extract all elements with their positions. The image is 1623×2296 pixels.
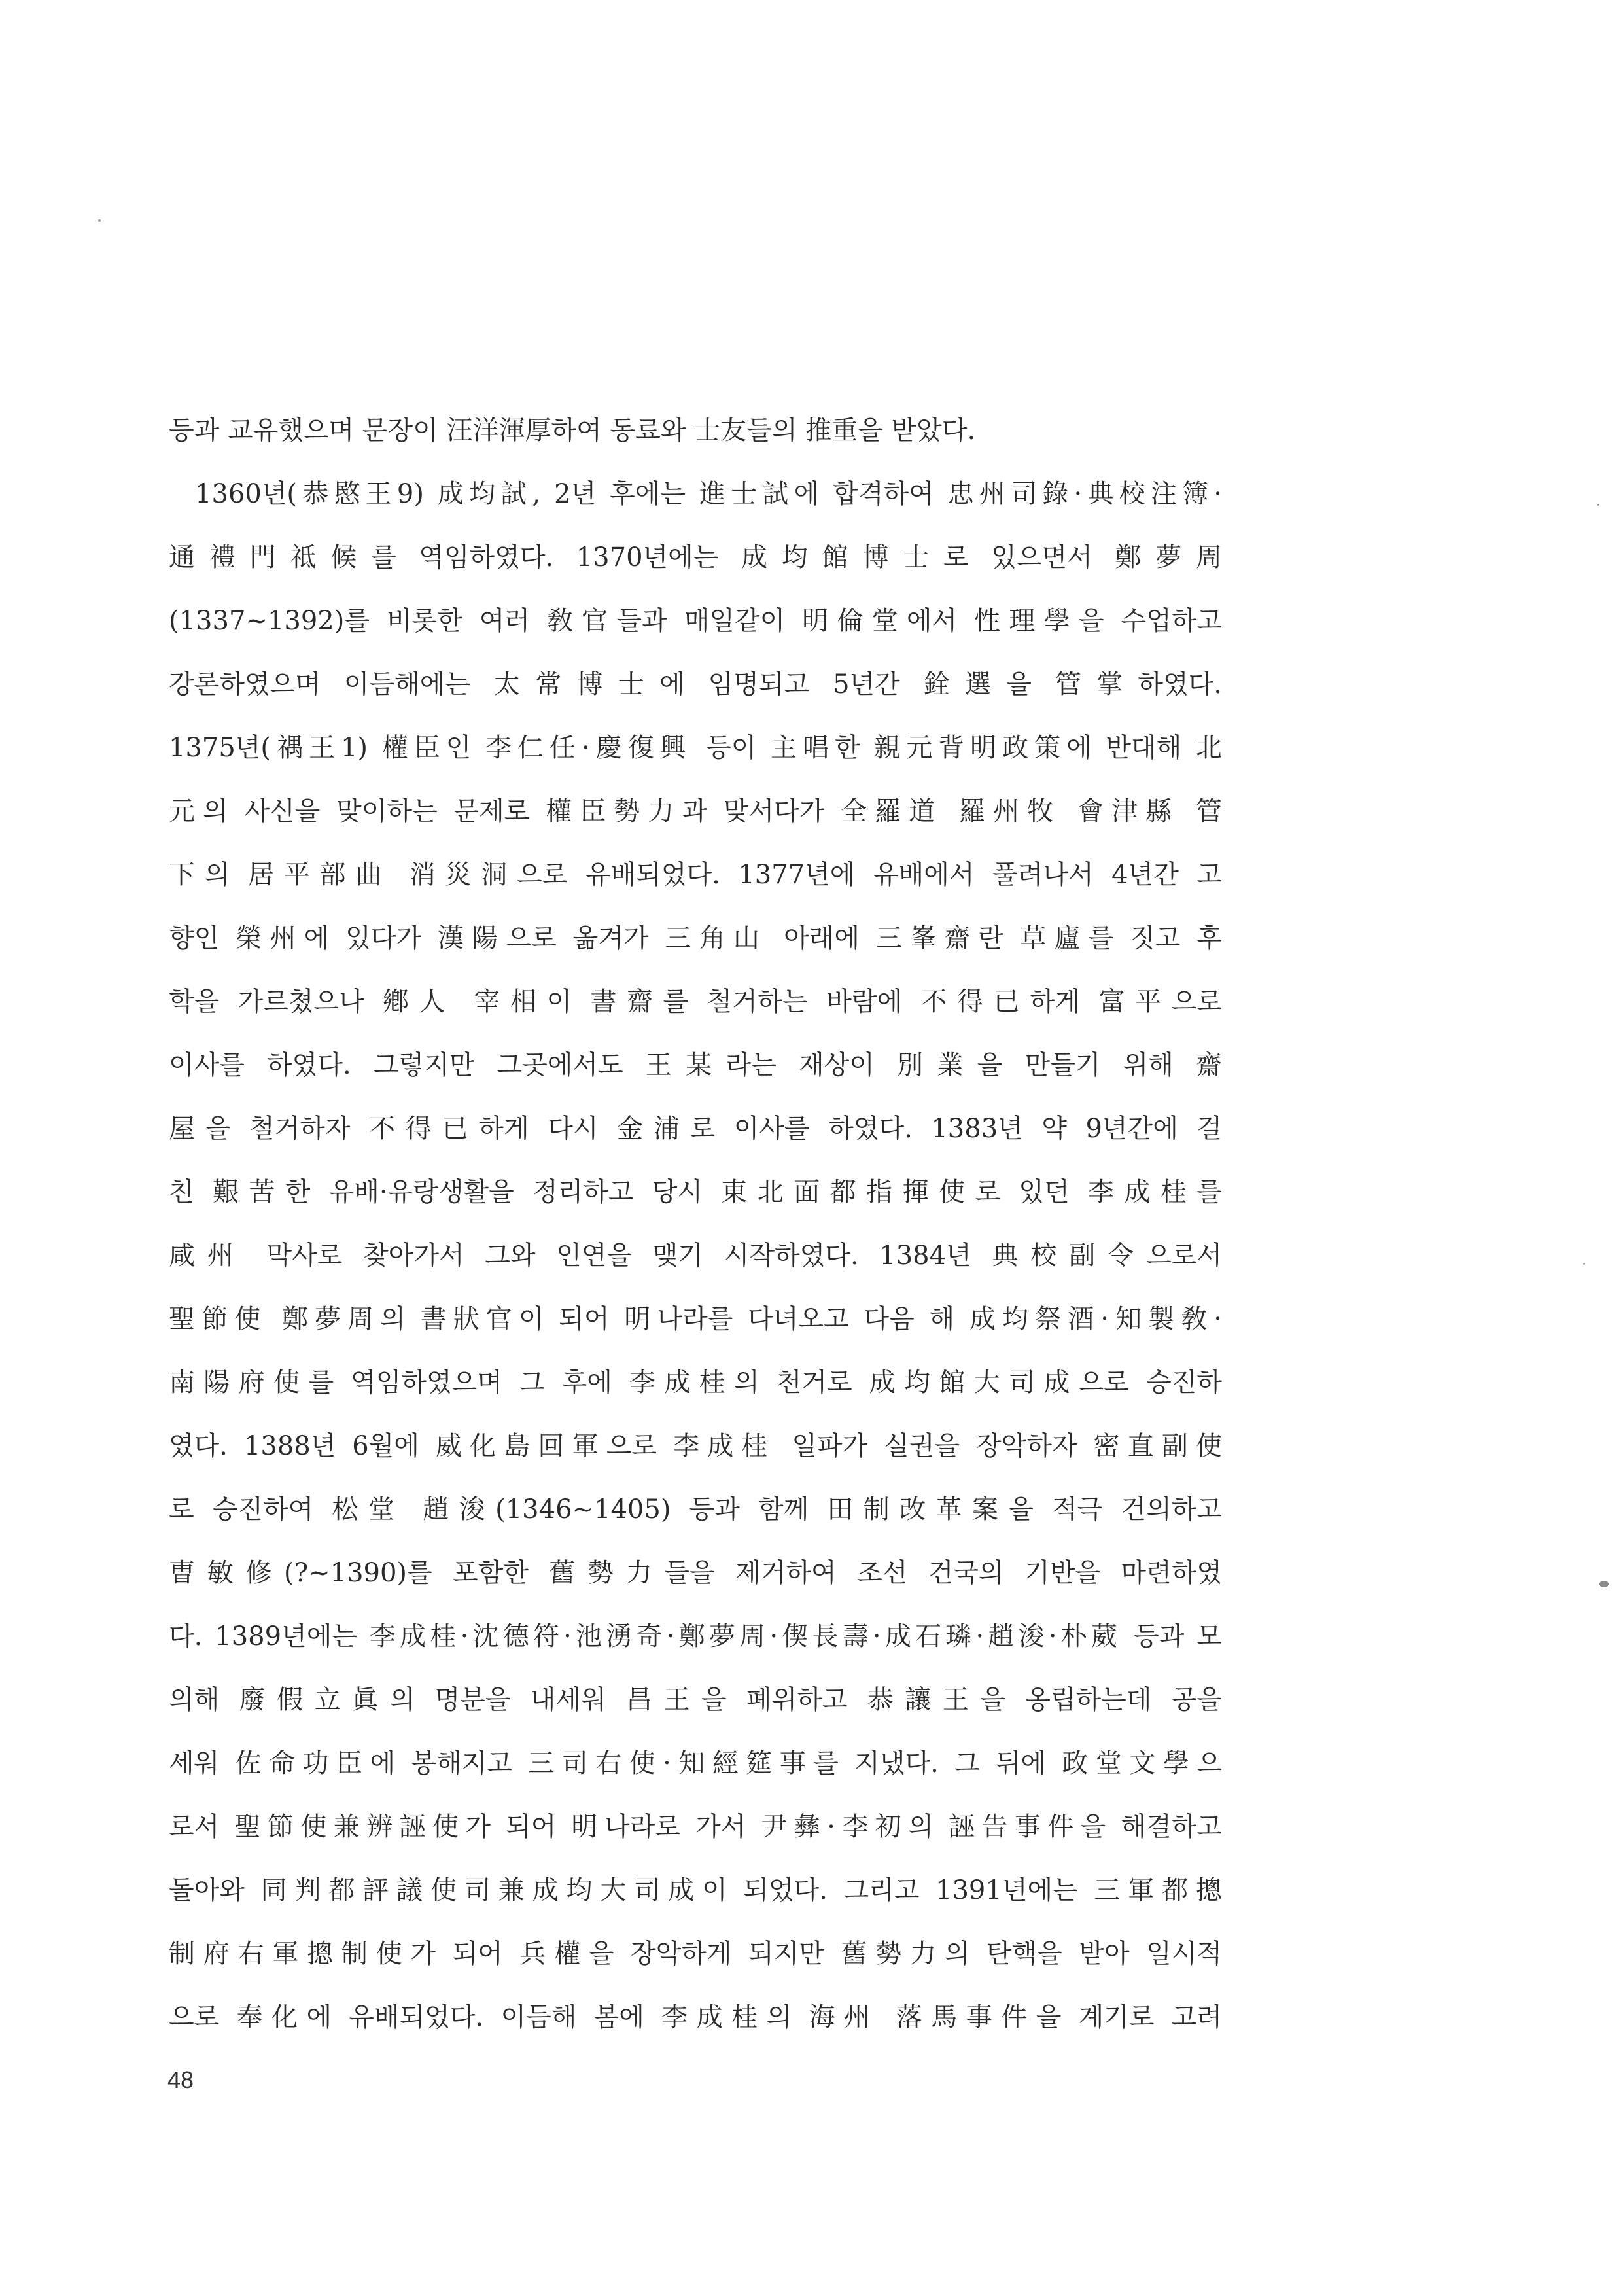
text-line: 로 승진하여 松堂 趙浚(1346~1405) 등과 함께 田制改革案을 적극 건의하고 (169, 1494, 1222, 1525)
scan-speck (1583, 1263, 1585, 1265)
text-line: 으로 奉化에 유배되었다. 이듬해 봄에 李成桂의 海州 落馬事件을 계기로 고려 (169, 2002, 1222, 2032)
text-line: 향인 榮州에 있다가 漢陽으로 옮겨가 三角山 아래에 三峯齋란 草廬를 짓고 후 (169, 923, 1222, 953)
text-line: 南陽府使를 역임하였으며 그 후에 李成桂의 천거로 成均館大司成으로 승진하 (169, 1368, 1222, 1398)
scan-speck (1597, 504, 1599, 506)
text-line: (1337~1392)를 비롯한 여러 敎官들과 매일같이 明倫堂에서 性理學을 수업하고 (169, 606, 1222, 636)
text-line: 강론하였으며 이듬해에는 太常博士에 임명되고 5년간 銓選을 管掌하였다. (169, 669, 1222, 699)
text-line: 通禮門祗候를 역임하였다. 1370년에는 成均館博士로 있으면서 鄭夢周 (169, 542, 1222, 573)
text-line: 로서 聖節使兼辨誣使가 되어 明나라로 가서 尹彝·李初의 誣告事件을 해결하고 (169, 1812, 1222, 1842)
text-line: 였다. 1388년 6월에 威化島回軍으로 李成桂 일파가 실권을 장악하자 密直副使 (169, 1431, 1222, 1461)
text-line: 制府右軍摠制使가 되어 兵權을 장악하게 되지만 舊勢力의 탄핵을 받아 일시적 (169, 1939, 1222, 1969)
text-line: 曺敏修(?~1390)를 포함한 舊勢力들을 제거하여 조선 건국의 기반을 마련하였 (169, 1558, 1222, 1588)
text-line: 세워 佐命功臣에 봉해지고 三司右使·知經筵事를 지냈다. 그 뒤에 政堂文學으 (169, 1748, 1222, 1778)
text-line: 咸州 막사로 찾아가서 그와 인연을 맺기 시작하였다. 1384년 典校副令으로서 (169, 1241, 1222, 1271)
page-number: 48 (167, 2066, 194, 2093)
text-line: 元의 사신을 맞이하는 문제로 權臣勢力과 맞서다가 全羅道 羅州牧 會津縣 管 (169, 796, 1222, 826)
text-line: 친 艱苦한 유배·유랑생활을 정리하고 당시 東北面都指揮使로 있던 李成桂를 (169, 1177, 1222, 1207)
text-line: 1375년(禑王1) 權臣인 李仁任·慶復興 등이 主唱한 親元背明政策에 반대해 北 (169, 733, 1222, 763)
scan-speck (98, 219, 101, 222)
text-line: 다. 1389년에는 李成桂·沈德符·池湧奇·鄭夢周·偰長壽·成石璘·趙浚·朴葳 등과 모 (169, 1621, 1222, 1651)
text-line: 屋을 철거하자 不得已하게 다시 金浦로 이사를 하였다. 1383년 약 9년간에 걸 (169, 1114, 1222, 1144)
text-line: 등과 교유했으며 문장이 汪洋渾厚하여 동료와 士友들의 推重을 받았다. (169, 415, 976, 446)
text-line: 1360년(恭愍王9) 成均試, 2년 후에는 進士試에 합격하여 忠州司錄·典校注簿· (195, 479, 1222, 509)
scan-speck (1599, 1581, 1609, 1587)
text-line: 돌아와 同判都評議使司兼成均大司成이 되었다. 그리고 1391년에는 三軍都摠 (169, 1875, 1222, 1905)
text-line: 下의 居平部曲 消災洞으로 유배되었다. 1377년에 유배에서 풀려나서 4년간 고 (169, 860, 1222, 890)
text-line: 의해 廢假立眞의 명분을 내세워 昌王을 폐위하고 恭讓王을 옹립하는데 공을 (169, 1685, 1222, 1715)
text-line: 이사를 하였다. 그렇지만 그곳에서도 王某라는 재상이 別業을 만들기 위해 齋 (169, 1050, 1222, 1080)
text-line: 학을 가르쳤으나 鄕人 宰相이 書齋를 철거하는 바람에 不得已하게 富平으로 (169, 987, 1222, 1017)
text-line: 聖節使 鄭夢周의 書狀官이 되어 明나라를 다녀오고 다음 해 成均祭酒·知製敎· (169, 1304, 1222, 1334)
body-text (169, 399, 1222, 2049)
